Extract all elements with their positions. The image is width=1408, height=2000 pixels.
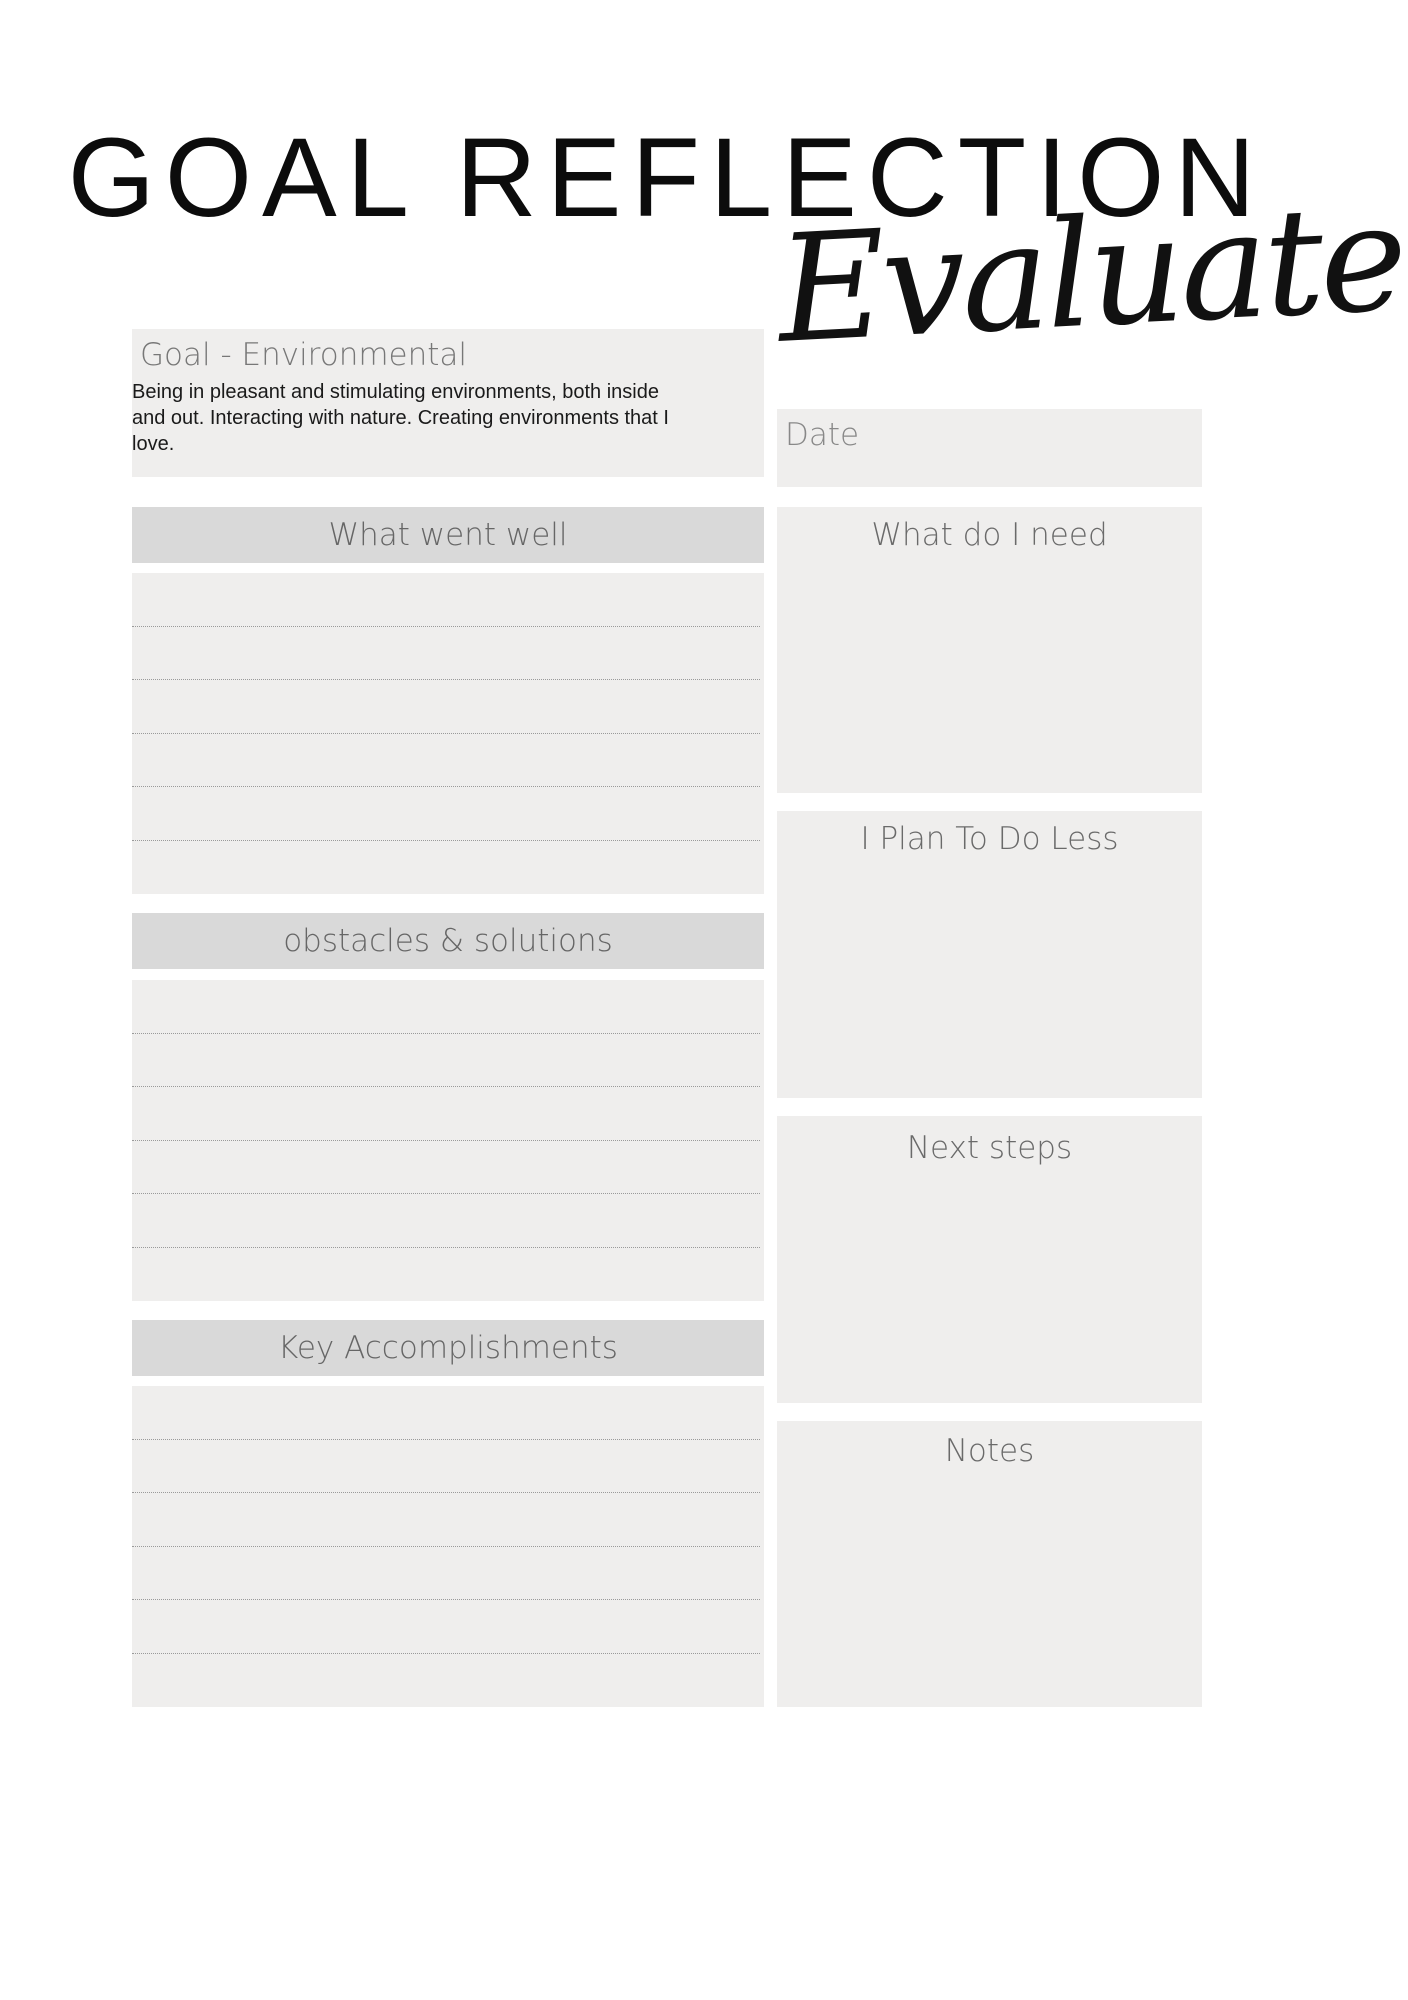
what-do-i-need-box[interactable]	[777, 507, 1202, 793]
what-do-i-need-title: What do I need	[871, 517, 1108, 553]
evaluate-script-heading: Evaluate	[773, 171, 1408, 376]
plan-to-do-less-title: I Plan To Do Less	[860, 821, 1119, 857]
page-title: GOAL REFLECTION	[67, 115, 1266, 240]
goal-box	[132, 329, 764, 477]
writing-line	[132, 679, 760, 680]
writing-line	[132, 1546, 760, 1547]
writing-line	[132, 1492, 760, 1493]
notes-title: Notes	[944, 1433, 1035, 1469]
key-accomplishments-header: Key Accomplishments	[132, 1320, 764, 1376]
writing-line	[132, 1086, 760, 1087]
date-field[interactable]	[777, 409, 1202, 487]
writing-line	[132, 1247, 760, 1248]
date-label: Date	[785, 417, 860, 453]
writing-line	[132, 1599, 760, 1600]
key-accomplishments-lines[interactable]	[132, 1386, 764, 1707]
writing-line	[132, 1193, 760, 1194]
writing-line	[132, 626, 760, 627]
next-steps-box[interactable]	[777, 1116, 1202, 1403]
writing-line	[132, 1140, 760, 1141]
goal-title: Goal - Environmental	[140, 337, 468, 373]
next-steps-title: Next steps	[906, 1130, 1073, 1166]
writing-line	[132, 1653, 760, 1654]
goal-description: Being in pleasant and stimulating environments, both inside and out. Interacting with nature. Creating environments that I love.	[132, 381, 669, 455]
obstacles-lines[interactable]	[132, 980, 764, 1301]
what-went-well-header: What went well	[132, 507, 764, 563]
plan-to-do-less-box[interactable]	[777, 811, 1202, 1098]
writing-line	[132, 786, 760, 787]
notes-box[interactable]	[777, 1421, 1202, 1707]
writing-line	[132, 840, 760, 841]
writing-line	[132, 1439, 760, 1440]
what-went-well-lines[interactable]	[132, 573, 764, 894]
writing-line	[132, 1033, 760, 1034]
obstacles-header: obstacles & solutions	[132, 913, 764, 969]
writing-line	[132, 733, 760, 734]
